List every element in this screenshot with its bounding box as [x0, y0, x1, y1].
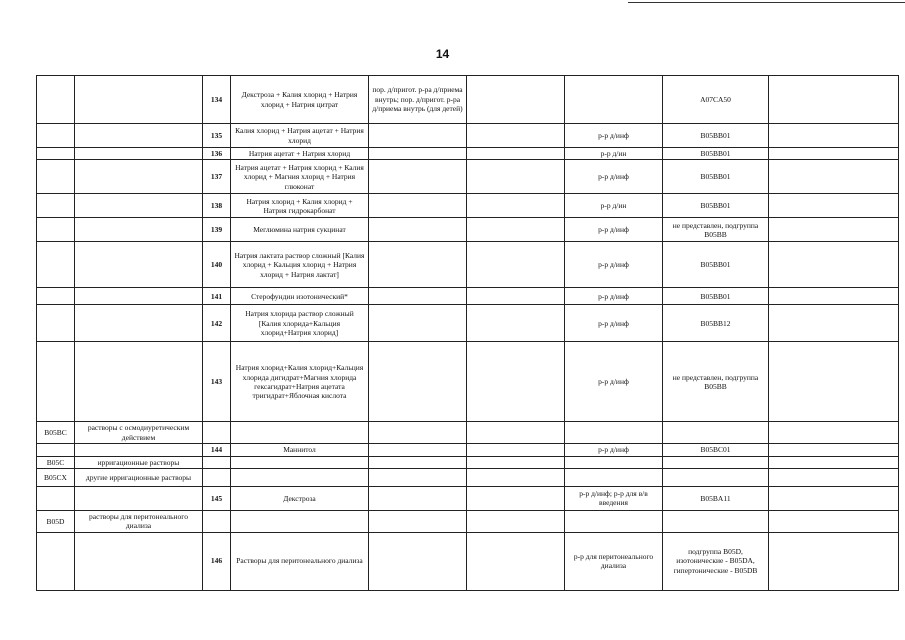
header-rule [628, 2, 905, 3]
row-code: B05BC [37, 422, 75, 444]
row-name: Стерофундин изотонический* [231, 288, 369, 305]
row-num: 136 [203, 148, 231, 160]
row-form2: р-р д/инф [565, 342, 663, 422]
row-code [37, 124, 75, 148]
row-form [369, 148, 467, 160]
row-num: 146 [203, 532, 231, 590]
row-empty [467, 148, 565, 160]
row-atc: B05BA11 [663, 486, 769, 510]
row-empty [467, 160, 565, 194]
row-note [769, 305, 899, 342]
drug-row [37, 124, 899, 148]
row-name [231, 422, 369, 444]
row-group [75, 288, 203, 305]
row-num [203, 456, 231, 468]
row-name: Натрия хлорид + Калия хлорид + Натрия гидрокарбонат [231, 194, 369, 218]
row-form [369, 218, 467, 242]
row-num [203, 468, 231, 486]
row-group [75, 305, 203, 342]
row-note [769, 76, 899, 124]
row-empty [467, 444, 565, 456]
row-form [369, 342, 467, 422]
row-name [231, 468, 369, 486]
row-empty [467, 288, 565, 305]
row-code [37, 444, 75, 456]
row-form2: р-р д/ин [565, 148, 663, 160]
row-num: 141 [203, 288, 231, 305]
row-note [769, 194, 899, 218]
row-atc: подгруппа B05D, изотонические - B05DA, гипертонические - B05DB [663, 532, 769, 590]
row-note [769, 510, 899, 532]
row-form [369, 242, 467, 288]
row-group [75, 242, 203, 288]
row-form2: р-р для перитонеального диализа [565, 532, 663, 590]
row-num: 137 [203, 160, 231, 194]
row-form: пор. д/пригот. р-ра д/приема внутрь; пор. д/пригот. р-ра д/приема внутрь (для детей) [369, 76, 467, 124]
row-num: 145 [203, 486, 231, 510]
row-group: растворы для перитонеального диализа [75, 510, 203, 532]
row-form2: р-р д/инф [565, 242, 663, 288]
drug-row [37, 342, 899, 422]
row-form [369, 468, 467, 486]
row-code [37, 305, 75, 342]
row-atc: B05BB01 [663, 242, 769, 288]
row-form2 [467, 456, 565, 468]
drug-table [36, 75, 899, 591]
row-atc [663, 510, 769, 532]
row-empty [467, 305, 565, 342]
row-atc: B05BB01 [663, 288, 769, 305]
drug-row [37, 242, 899, 288]
row-form2: р-р д/ин [565, 194, 663, 218]
row-note [769, 160, 899, 194]
row-code: B05C [37, 456, 75, 468]
row-name [231, 456, 369, 468]
row-num: 140 [203, 242, 231, 288]
row-group: другие ирригационные растворы [75, 468, 203, 486]
row-num: 139 [203, 218, 231, 242]
row-form [369, 124, 467, 148]
row-code [37, 342, 75, 422]
row-group [75, 342, 203, 422]
page-number: 14 [435, 47, 450, 61]
group-row [37, 422, 899, 444]
row-group [75, 160, 203, 194]
row-group [75, 194, 203, 218]
row-empty [467, 124, 565, 148]
row-name: Меглюмина натрия сукцинат [231, 218, 369, 242]
row-name: Декстроза + Калия хлорид + Натрия хлорид + Натрия цитрат [231, 76, 369, 124]
row-name: Декстроза [231, 486, 369, 510]
row-name: Натрия хлорид+Калия хлорид+Кальция хлорида дигидрат+Магния хлорида гексагидрат+Натрия ацетата тригидрат+Яблочная кислота [231, 342, 369, 422]
row-form2: р-р д/инф; р-р для в/в введения [565, 486, 663, 510]
row-note [769, 422, 899, 444]
row-empty [467, 218, 565, 242]
row-note [769, 288, 899, 305]
drug-row [37, 444, 899, 456]
row-empty [565, 456, 663, 468]
row-empty [467, 342, 565, 422]
row-atc: B05BC01 [663, 444, 769, 456]
row-name: Натрия хлорида раствор сложный [Калия хлорида+Кальция хлорид+Натрия хлорид] [231, 305, 369, 342]
row-form [369, 160, 467, 194]
drug-row [37, 194, 899, 218]
row-group [75, 76, 203, 124]
drug-row [37, 486, 899, 510]
row-form [369, 194, 467, 218]
row-atc: не представлен, подгруппа B05BB [663, 218, 769, 242]
row-atc [663, 468, 769, 486]
drug-row [37, 148, 899, 160]
row-group [75, 444, 203, 456]
row-note [769, 148, 899, 160]
row-form [369, 422, 467, 444]
row-empty [565, 422, 663, 444]
row-form2 [467, 510, 565, 532]
row-code [37, 160, 75, 194]
drug-row [37, 160, 899, 194]
row-code [37, 532, 75, 590]
drug-row [37, 532, 899, 590]
row-group [75, 218, 203, 242]
row-form2: р-р д/инф [565, 160, 663, 194]
group-row [37, 456, 899, 468]
row-note [769, 468, 899, 486]
group-row [37, 468, 899, 486]
row-code [37, 218, 75, 242]
row-atc [663, 456, 769, 468]
row-atc: B05BB01 [663, 148, 769, 160]
row-name: Натрия лактата раствор сложный [Калия хлорид + Кальция хлорид + Натрия хлорид + Натрия лактат] [231, 242, 369, 288]
row-form [369, 486, 467, 510]
row-code [37, 194, 75, 218]
row-empty [467, 76, 565, 124]
row-empty [467, 486, 565, 510]
row-group: растворы с осмодиуретическим действием [75, 422, 203, 444]
row-name: Маннитол [231, 444, 369, 456]
row-num [203, 510, 231, 532]
row-form [369, 305, 467, 342]
row-form2: р-р д/инф [565, 218, 663, 242]
row-form [369, 532, 467, 590]
row-note [769, 124, 899, 148]
row-code [37, 288, 75, 305]
row-code: B05CX [37, 468, 75, 486]
row-note [769, 342, 899, 422]
row-form2 [467, 468, 565, 486]
row-name: Калия хлорид + Натрия ацетат + Натрия хлорид [231, 124, 369, 148]
row-num [203, 422, 231, 444]
row-atc: A07CA50 [663, 76, 769, 124]
row-name [231, 510, 369, 532]
row-group [75, 486, 203, 510]
drug-row [37, 218, 899, 242]
row-group [75, 124, 203, 148]
row-code [37, 76, 75, 124]
row-code: B05D [37, 510, 75, 532]
row-code [37, 486, 75, 510]
row-code [37, 148, 75, 160]
row-name: Натрия ацетат + Натрия хлорид + Калия хлорид + Магния хлорид + Натрия глюконат [231, 160, 369, 194]
row-name: Растворы для перитонеального диализа [231, 532, 369, 590]
row-atc: не представлен, подгруппа B05BB [663, 342, 769, 422]
row-atc: B05BB01 [663, 124, 769, 148]
row-form [369, 456, 467, 468]
row-num: 143 [203, 342, 231, 422]
row-num: 144 [203, 444, 231, 456]
row-form2: р-р д/инф [565, 288, 663, 305]
row-note [769, 532, 899, 590]
row-empty [467, 242, 565, 288]
row-code [37, 242, 75, 288]
row-form2: р-р д/инф [565, 305, 663, 342]
row-num: 135 [203, 124, 231, 148]
row-num: 142 [203, 305, 231, 342]
row-form [369, 510, 467, 532]
row-atc: B05BB01 [663, 194, 769, 218]
row-atc: B05BB01 [663, 160, 769, 194]
row-group [75, 148, 203, 160]
row-form [369, 288, 467, 305]
row-form [369, 444, 467, 456]
row-note [769, 444, 899, 456]
row-note [769, 456, 899, 468]
row-empty [467, 532, 565, 590]
row-empty [565, 510, 663, 532]
drug-row [37, 76, 899, 124]
row-group [75, 532, 203, 590]
row-atc: B05BB12 [663, 305, 769, 342]
row-form2 [565, 76, 663, 124]
row-num: 134 [203, 76, 231, 124]
row-atc [663, 422, 769, 444]
row-name: Натрия ацетат + Натрия хлорид [231, 148, 369, 160]
row-form2: р-р д/инф [565, 124, 663, 148]
drug-row [37, 288, 899, 305]
row-empty [467, 194, 565, 218]
row-note [769, 242, 899, 288]
row-empty [565, 468, 663, 486]
row-num: 138 [203, 194, 231, 218]
row-form2 [467, 422, 565, 444]
row-note [769, 486, 899, 510]
row-group: ирригационные растворы [75, 456, 203, 468]
drug-row [37, 305, 899, 342]
row-form2: р-р д/инф [565, 444, 663, 456]
row-note [769, 218, 899, 242]
group-row [37, 510, 899, 532]
